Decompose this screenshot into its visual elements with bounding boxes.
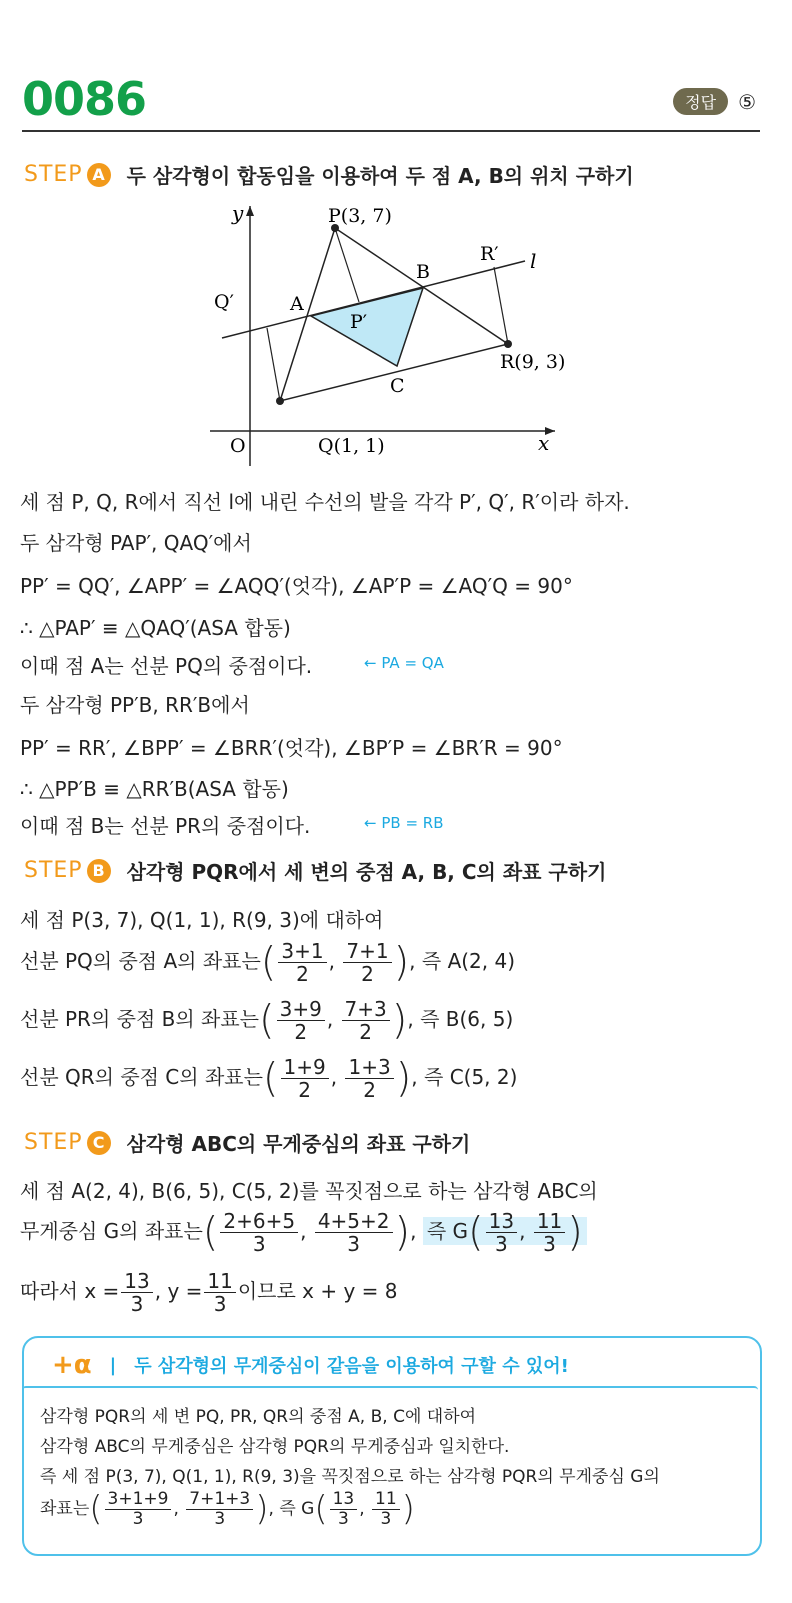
tip-header: +α | 두 삼각형의 무게중심이 같음을 이용하여 구할 수 있어! [52,1350,569,1380]
divider [22,130,760,132]
line-prefix: 선분 QR의 중점 C의 좌표는 [20,1065,263,1089]
step-a-header [24,160,634,189]
result: 즉 C(5, 2) [424,1065,518,1089]
numerator: 7+3 [342,998,390,1021]
fraction [372,1490,400,1528]
fraction [342,998,390,1043]
note-b: ← PB = RB [364,814,444,832]
step-letter: B [87,859,111,883]
numerator: 1+9 [281,1056,329,1079]
result: 즉 A(2, 4) [421,949,516,973]
label-q: Q(1, 1) [318,435,385,457]
denominator: 3 [214,1508,226,1529]
perp-q [267,328,280,401]
numerator: 2+6+5 [220,1210,298,1233]
denominator: 3 [380,1508,392,1529]
text-line: 세 점 A(2, 4), B(6, 5), C(5, 2)를 꼭짓점으로 하는 삼각형 ABC의 [20,1179,598,1203]
fraction [278,940,326,985]
numerator: 7+1 [343,940,391,963]
answer-badge: 정답 [673,88,728,115]
label-p-prime: P′ [350,311,368,333]
note-a: ← PA = QA [364,654,444,672]
answer-value: ⑤ [738,89,756,114]
problem-number: 0086 [22,72,147,126]
label-r: R(9, 3) [500,351,566,373]
fraction [343,940,391,985]
numerator: 3+9 [277,998,325,1021]
label-x: x [538,431,550,455]
y-axis-arrow [246,206,254,216]
line-prefix: 좌표는 [40,1499,90,1520]
numerator: 4+5+2 [315,1210,393,1233]
label-b: B [416,261,430,283]
text-line: 두 삼각형 PAP′, QAQ′에서 [20,531,252,555]
tip-line: 삼각형 ABC의 무게중심은 삼각형 PQR의 무게중심과 일치한다. [40,1437,510,1457]
label-l: l [530,249,537,273]
text-line: PP′ = RR′, ∠BPP′ = ∠BRR′(엇각), ∠BP′P = ∠BR′R = 90° [20,736,563,760]
denominator: 3 [130,1292,144,1316]
fraction [277,998,325,1043]
midpoint-c-line: 선분 QR의 중점 C의 좌표는( $\frac{1+9}{2}$ , $\frac{1+3}{2}$ ), 즉 C(5, 2) [20,1055,518,1102]
denominator: 2 [294,1020,308,1044]
denominator: 2 [298,1078,311,1102]
denominator: 3 [213,1292,227,1316]
point-r [504,340,512,348]
label-origin: O [230,435,246,457]
label-c: C [390,375,405,397]
denominator: 2 [363,1078,376,1102]
final-line [20,1270,398,1315]
text-line: 이때 점 A는 선분 PQ의 중점이다. [20,654,313,678]
perp-p [335,228,359,302]
step-letter: A [87,163,111,187]
denominator: 3 [495,1232,508,1256]
numerator: 7+1+3 [186,1490,253,1510]
line-prefix: 선분 PR의 중점 B의 좌표는 [20,1007,259,1031]
fraction [281,1056,329,1101]
result: 즉 B(6, 5) [420,1007,514,1031]
step-tag: STEP [24,162,83,187]
step-title: 두 삼각형이 합동임을 이용하여 두 점 A, B의 위치 구하기 [126,164,634,188]
y-label: , y = [154,1279,203,1303]
denominator: 3 [543,1232,556,1256]
step-title: 삼각형 PQR에서 세 변의 중점 A, B, C의 좌표 구하기 [126,860,607,884]
fraction [534,1210,565,1255]
numerator: 11 [204,1270,235,1293]
note-b-text: PB = RB [381,814,444,832]
line-prefix: 무게중심 G의 좌표는 [20,1219,203,1243]
text-line: ∴ △PP′B ≡ △RR′B(ASA 합동) [20,777,289,801]
tip-line: 즉 세 점 P(3, 7), Q(1, 1), R(9, 3)을 꼭짓점으로 하는 삼각형 PQR의 무게중심 G의 [40,1467,660,1487]
text-line: 두 삼각형 PP′B, RR′B에서 [20,693,250,717]
tip-line: 삼각형 PQR의 세 변 PQ, PR, QR의 중점 A, B, C에 대하여 [40,1407,477,1427]
centroid-result: 즉 G( $\frac{13}{3}$ , $\frac{11}{3}$ ) [423,1217,587,1245]
denominator: 3 [252,1232,266,1256]
perp-r [494,267,508,344]
label-p: P(3, 7) [328,205,392,227]
result: 즉 G [426,1219,469,1243]
geometry-figure [200,196,600,468]
step-b-header [24,856,606,885]
numerator: 3+1+9 [105,1490,172,1510]
step-title: 삼각형 ABC의 무게중심의 좌표 구하기 [126,1132,471,1156]
step-tag: STEP [24,858,83,883]
denominator: 2 [361,962,374,986]
step-tag: STEP [24,1130,83,1155]
fraction [121,1270,152,1315]
denominator: 3 [132,1508,144,1529]
denominator: 2 [296,962,309,986]
fraction [330,1490,358,1528]
numerator: 3+1 [278,940,326,963]
step-c-header [24,1128,470,1157]
tip-formula: 좌표는( $\frac{3+1+9}{3}$ , $\frac{7+1+3}{3}$ ), 즉 G( $\frac{13}{3}$ , $\frac{11}{3}$ ) [40,1489,415,1530]
midpoint-a-line: 선분 PQ의 중점 A의 좌표는( $\frac{3+1}{2}$ , $\frac{7+1}{2}$ ), 즉 A(2, 4) [20,939,516,986]
denominator: 2 [359,1020,373,1044]
text-line: PP′ = QQ′, ∠APP′ = ∠AQQ′(엇각), ∠AP′P = ∠AQ′Q = 90° [20,574,573,598]
label-r-prime: R′ [480,243,499,265]
numerator: 13 [330,1490,358,1510]
numerator: 13 [486,1210,517,1233]
answer [673,88,756,115]
fraction [315,1210,393,1255]
numerator: 11 [372,1490,400,1510]
fraction [345,1056,393,1101]
label-q-prime: Q′ [214,291,234,313]
point-q [276,397,284,405]
fraction [204,1270,235,1315]
text-line: ∴ △PAP′ ≡ △QAQ′(ASA 합동) [20,616,291,640]
denominator: 3 [347,1232,361,1256]
midpoint-b-line: 선분 PR의 중점 B의 좌표는( $\frac{3+9}{2}$ , $\frac{7+3}{2}$ ), 즉 B(6, 5) [20,997,514,1044]
step-letter: C [87,1131,111,1155]
line-suffix: 이므로 x + y = 8 [237,1279,398,1303]
label-a: A [290,293,304,315]
fraction [105,1490,172,1528]
fraction [220,1210,298,1255]
numerator: 11 [534,1210,565,1233]
numerator: 1+3 [345,1056,393,1079]
text-line: 세 점 P(3, 7), Q(1, 1), R(9, 3)에 대하여 [20,908,384,932]
text-line: 세 점 P, Q, R에서 직선 l에 내린 수선의 발을 각각 P′, Q′, R′이라 하자. [20,490,630,514]
result: 즉 G [279,1499,315,1520]
x-label: x = [84,1279,120,1303]
line-prefix: 따라서 [20,1279,78,1303]
line-prefix: 선분 PQ의 중점 A의 좌표는 [20,949,261,973]
fraction [186,1490,253,1528]
numerator: 13 [121,1270,152,1293]
label-y: y [232,201,244,225]
centroid-line: 무게중심 G의 좌표는( $\frac{2+6+5}{3}$ , $\frac{4+5+2}{3}$ ), 즉 G( $\frac{13}{3}$ , $\frac{11}{3}$ ) [20,1210,587,1255]
tip-title: 두 삼각형의 무게중심이 같음을 이용하여 구할 수 있어! [134,1356,569,1377]
denominator: 3 [337,1508,349,1529]
fraction [486,1210,517,1255]
note-a-text: PA = QA [381,654,444,672]
text-line: 이때 점 B는 선분 PR의 중점이다. [20,814,311,838]
plus-alpha-icon: +α [52,1350,92,1380]
